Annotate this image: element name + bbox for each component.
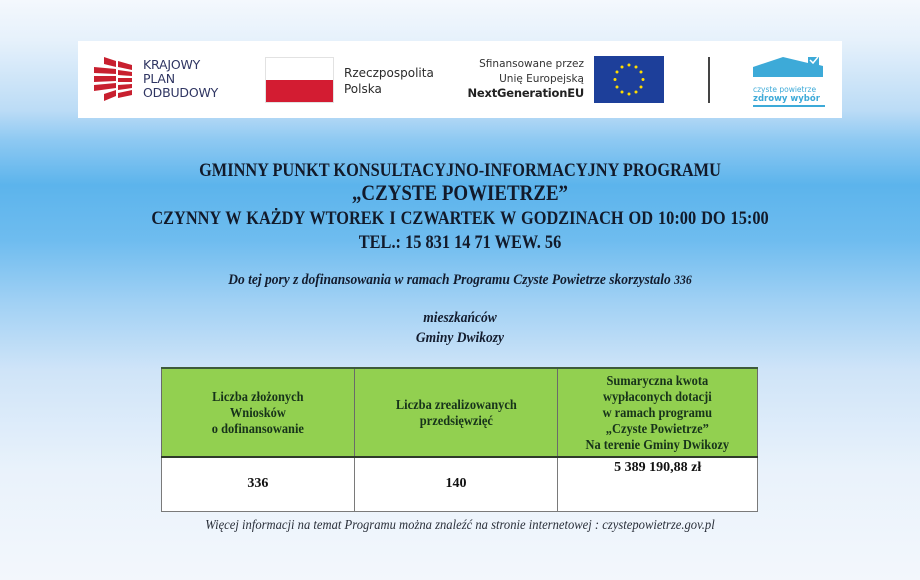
- table-header-row: [162, 368, 758, 457]
- title-line-1: GMINNY PUNKT KONSULTACYJNO-INFORMACYJNY PROGRAMU: [199, 160, 721, 181]
- eu-line-3: NextGenerationEU: [467, 86, 584, 100]
- kpo-line-1: KRAJOWY: [143, 57, 201, 72]
- beneficiaries-count: 336: [674, 272, 692, 287]
- kpo-building-icon: [92, 55, 134, 103]
- eu-funding-label: [458, 57, 584, 101]
- logo-divider: [708, 57, 710, 103]
- house-check-icon: [753, 55, 823, 77]
- czyste-powietrze-logo: [753, 55, 825, 105]
- municipality-label: Gminy Dwikozy: [415, 330, 505, 346]
- poland-line-1: Rzeczpospolita: [344, 66, 434, 80]
- header-total-amount: Sumaryczna kwota wypłaconych dotacji w ramach programu „Czyste Powietrze” Na terenie Gminy Dwikozy: [558, 368, 758, 457]
- residents-label: mieszkańców: [423, 310, 497, 326]
- total-amount: 5 389 190,88 zł: [558, 457, 758, 511]
- poland-line-2: Polska: [344, 82, 382, 96]
- beneficiaries-sentence: [46, 272, 874, 289]
- header-applications: Liczba złożonych Wniosków o dofinansowanie: [162, 368, 355, 457]
- more-info-footer: Więcej informacji na temat Programu można znaleźć na stronie internetowej : czystepowietrze.gov.pl: [205, 518, 715, 533]
- program-title: „CZYSTE POWIETRZE”: [351, 180, 569, 205]
- kpo-line-3: ODBUDOWY: [143, 85, 219, 100]
- logo-banner: [78, 41, 842, 118]
- kpo-line-2: PLAN: [143, 71, 175, 86]
- poland-label: [344, 65, 434, 97]
- applications-count: 336: [162, 457, 355, 511]
- header-projects: Liczba zrealizowanych przedsięwzięć: [354, 368, 558, 457]
- table-row: [162, 457, 758, 511]
- eu-line-1: Sfinansowane przez: [479, 58, 584, 70]
- projects-count: 140: [354, 457, 558, 511]
- kpo-logo: [92, 55, 218, 103]
- cp-logo-line-2: zdrowy wybór: [753, 94, 825, 107]
- polish-flag-icon: [265, 57, 334, 103]
- stats-table: [161, 367, 758, 512]
- eu-flag-icon: [594, 56, 664, 103]
- cp-logo-line-1: czyste powietrze: [753, 85, 817, 94]
- eu-line-2: Unię Europejską: [499, 72, 584, 85]
- beneficiaries-text: Do tej pory z dofinansowania w ramach Programu Czyste Powietrze skorzystalo: [228, 272, 675, 288]
- phone-number: TEL.: 15 831 14 71 WEW. 56: [358, 232, 562, 253]
- opening-hours: CZYNNY W KAŻDY WTOREK I CZWARTEK W GODZINACH OD 10:00 DO 15:00: [151, 208, 769, 229]
